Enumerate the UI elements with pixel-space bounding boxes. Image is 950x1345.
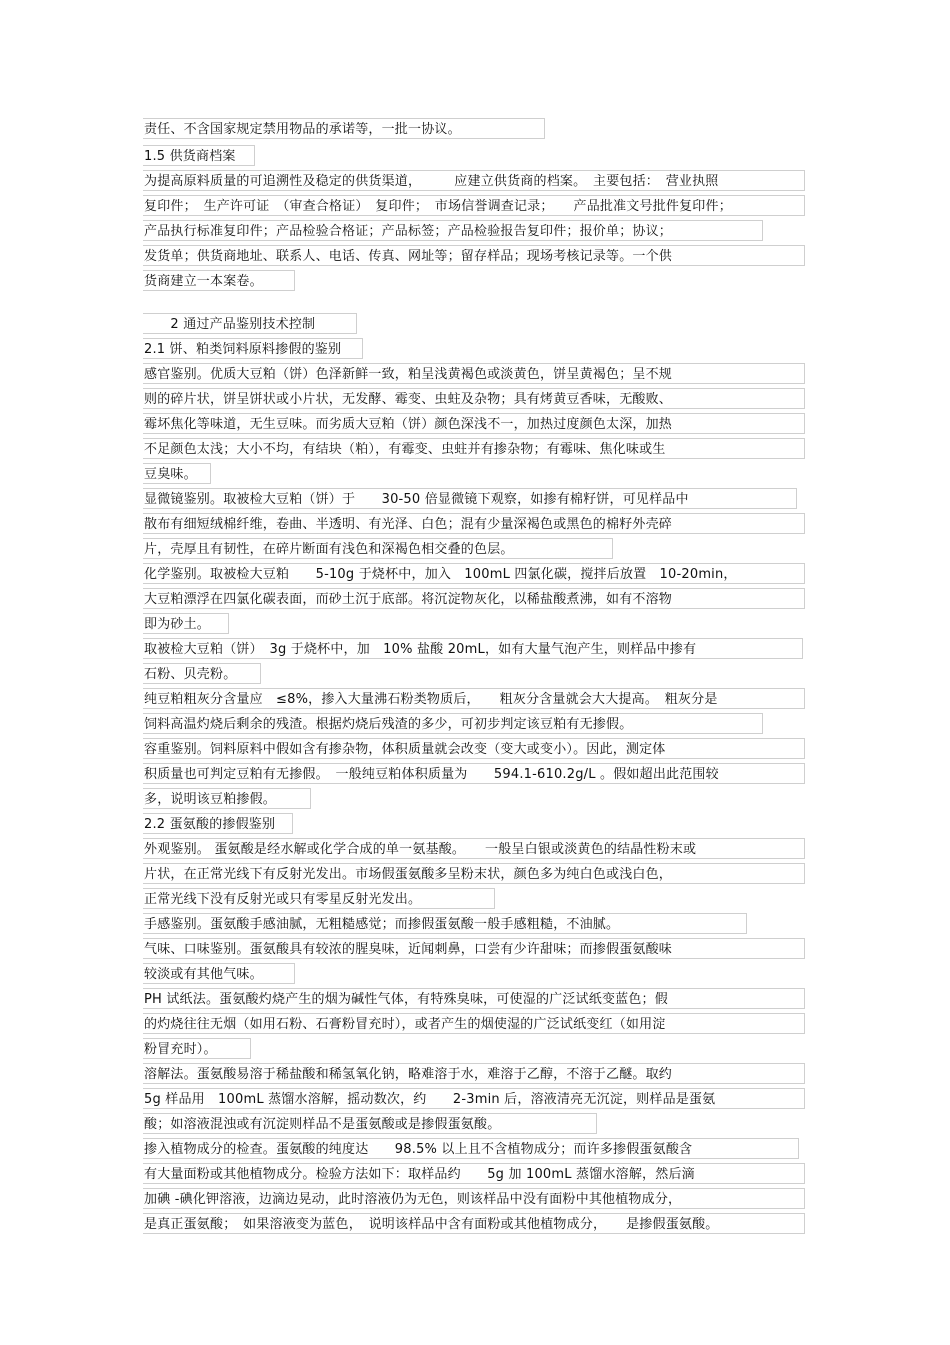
text-line: 多，说明该豆粕掺假。 <box>143 788 311 809</box>
text-line: 较淡或有其他气味。 <box>143 963 295 984</box>
text-line: 加碘 -碘化钾溶液，边滴边晃动，此时溶液仍为无色，则该样品中没有面粉中其他植物成分， <box>143 1188 805 1209</box>
text-line: 外观鉴别。 蛋氨酸是经水解或化学合成的单一氨基酸。 一般呈白银或淡黄色的结晶性粉末或 <box>143 838 805 859</box>
text-line: 石粉、贝壳粉。 <box>143 663 261 684</box>
text-line: 大豆粕漂浮在四氯化碳表面，而砂土沉于底部。将沉淀物灰化，以稀盐酸煮沸，如有不溶物 <box>143 588 805 609</box>
text-line: 复印件； 生产许可证 （审查合格证） 复印件； 市场信誉调查记录； 产品批准文号批件复印件； <box>143 195 805 216</box>
text-line: 不足颜色太浅；大小不均，有结块（粕），有霉变、虫蛀并有掺杂物；有霉味、焦化味或生 <box>143 438 805 459</box>
text-line: 责任、不含国家规定禁用物品的承诺等，一批一协议。 <box>143 118 545 139</box>
text-line: 气味、口味鉴别。蛋氨酸具有较浓的腥臭味，近闻刺鼻，口尝有少许甜味；而掺假蛋氨酸味 <box>143 938 805 959</box>
text-line: 溶解法。蛋氨酸易溶于稀盐酸和稀氢氧化钠，略难溶于水，难溶于乙醇，不溶于乙醚。取约 <box>143 1063 805 1084</box>
text-line: 化学鉴别。取被检大豆粕 5-10g 于烧杯中，加入 100mL 四氯化碳，搅拌后放置 10-20min， <box>143 563 805 584</box>
text-line: 2.1 饼、粕类饲料原料掺假的鉴别 <box>143 338 363 359</box>
text-line: 豆臭味。 <box>143 463 211 484</box>
text-line: 2.2 蛋氨酸的掺假鉴别 <box>143 813 293 834</box>
text-line: 粉冒充时）。 <box>143 1038 251 1059</box>
text-line: 积质量也可判定豆粕有无掺假。 一般纯豆粕体积质量为 594.1-610.2g/L 。假如超出此范围较 <box>143 763 805 784</box>
text-line: 纯豆粕粗灰分含量应 ≤8%，掺入大量沸石粉类物质后， 粗灰分含量就会大大提高。 粗灰分是 <box>143 688 805 709</box>
text-line: 容重鉴别。饲料原料中假如含有掺杂物，体积质量就会改变（变大或变小）。因此，测定体 <box>143 738 805 759</box>
text-line: 则的碎片状，饼呈饼状或小片状，无发酵、霉变、虫蛀及杂物；具有烤黄豆香味，无酸败、 <box>143 388 805 409</box>
text-line: 5g 样品用 100mL 蒸馏水溶解，摇动数次，约 2-3min 后，溶液清亮无沉淀，则样品是蛋氨 <box>143 1088 805 1109</box>
text-line: 产品执行标准复印件；产品检验合格证；产品标签；产品检验报告复印件；报价单；协议； <box>143 220 763 241</box>
text-line: 是真正蛋氨酸； 如果溶液变为蓝色， 说明该样品中含有面粉或其他植物成分， 是掺假蛋氨酸。 <box>143 1213 805 1234</box>
text-line: 发货单；供货商地址、联系人、电话、传真、网址等；留存样品；现场考核记录等。一个供 <box>143 245 805 266</box>
text-line: 片状，在正常光线下有反射光发出。市场假蛋氨酸多呈粉末状，颜色多为纯白色或浅白色， <box>143 863 805 884</box>
text-line: 取被检大豆粕（饼） 3g 于烧杯中，加 10% 盐酸 20mL，如有大量气泡产生，则样品中掺有 <box>143 638 803 659</box>
text-line: 即为砂土。 <box>143 613 229 634</box>
text-line: 1.5 供货商档案 <box>143 145 255 166</box>
text-line: 掺入植物成分的检查。蛋氨酸的纯度达 98.5% 以上且不含植物成分；而许多掺假蛋氨酸含 <box>143 1138 799 1159</box>
text-line: 显微镜鉴别。取被检大豆粕（饼）于 30-50 倍显微镜下观察，如掺有棉籽饼，可见样品中 <box>143 488 797 509</box>
text-line: 饲料高温灼烧后剩余的残渣。根据灼烧后残渣的多少，可初步判定该豆粕有无掺假。 <box>143 713 763 734</box>
text-line: 片，壳厚且有韧性，在碎片断面有浅色和深褐色相交叠的色层。 <box>143 538 613 559</box>
text-line: PH 试纸法。蛋氨酸灼烧产生的烟为碱性气体，有特殊臭味，可使湿的广泛试纸变蓝色；假 <box>143 988 805 1009</box>
text-line: 货商建立一本案卷。 <box>143 270 295 291</box>
text-line: 酸；如溶液混浊或有沉淀则样品不是蛋氨酸或是掺假蛋氨酸。 <box>143 1113 597 1134</box>
text-line: 正常光线下没有反射光或只有零星反射光发出。 <box>143 888 495 909</box>
text-line: 手感鉴别。蛋氨酸手感油腻，无粗糙感觉；而掺假蛋氨酸一般手感粗糙，不油腻。 <box>143 913 747 934</box>
text-line: 的灼烧往往无烟（如用石粉、石膏粉冒充时），或者产生的烟使湿的广泛试纸变红（如用淀 <box>143 1013 805 1034</box>
text-line: 感官鉴别。优质大豆粕（饼）色泽新鲜一致，粕呈浅黄褐色或淡黄色，饼呈黄褐色；呈不规 <box>143 363 805 384</box>
text-line: 有大量面粉或其他植物成分。检验方法如下：取样品约 5g 加 100mL 蒸馏水溶解，然后滴 <box>143 1163 805 1184</box>
text-line: 2 通过产品鉴别技术控制 <box>143 313 357 334</box>
text-line: 霉坏焦化等味道，无生豆味。而劣质大豆粕（饼）颜色深浅不一，加热过度颜色太深，加热 <box>143 413 805 434</box>
text-line: 为提高原料质量的可追溯性及稳定的供货渠道， 应建立供货商的档案。 主要包括： 营业执照 <box>143 170 805 191</box>
text-line: 散布有细短绒棉纤维，卷曲、半透明、有光泽、白色；混有少量深褐色或黑色的棉籽外壳碎 <box>143 513 805 534</box>
